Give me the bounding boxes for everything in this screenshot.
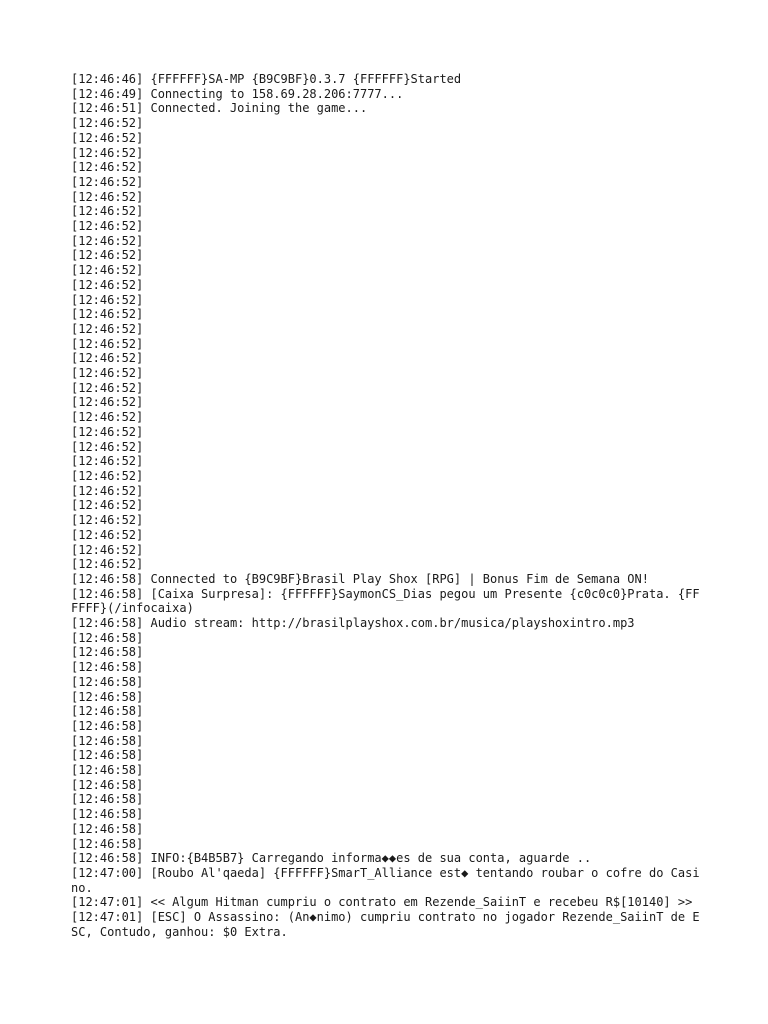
log-line: [12:46:52] (71, 189, 144, 204)
log-line: [12:46:52] (71, 174, 144, 189)
log-line: [12:46:52] (71, 204, 144, 219)
log-line: [12:46:52] (71, 248, 144, 263)
log-line: [12:46:52] (71, 424, 144, 439)
log-line: [12:46:52] (71, 366, 144, 381)
log-line: [12:46:52] (71, 380, 144, 395)
log-line: [12:46:58] (71, 718, 144, 733)
log-line: [12:46:52] (71, 219, 144, 234)
log-line: [12:46:58] (71, 821, 144, 836)
log-line: [12:46:52] (71, 263, 144, 278)
log-line: [12:46:58] (71, 645, 144, 660)
log-line: [12:46:52] (71, 454, 144, 469)
log-line: [12:46:52] (71, 410, 144, 425)
log-line: [12:46:52] (71, 116, 144, 131)
log-line: [12:46:52] (71, 130, 144, 145)
log-line: [12:46:58] (71, 689, 144, 704)
log-line: [12:46:52] (71, 336, 144, 351)
log-line: [12:46:51] Connected. Joining the game... (71, 101, 368, 116)
log-line: [12:46:58] (71, 733, 144, 748)
log-line: [12:46:58] (71, 674, 144, 689)
log-line: [12:46:52] (71, 498, 144, 513)
log-line: [12:46:52] (71, 160, 144, 175)
log-line: [12:46:52] (71, 439, 144, 454)
log-line: [12:46:52] (71, 395, 144, 410)
log-line: [12:46:58] Audio stream: http://brasilplayshox.com.br/musica/playshoxintro.mp3 (71, 616, 635, 631)
log-line: [12:46:58] Connected to {B9C9BF}Brasil Play Shox [RPG] | Bonus Fim de Semana ON! (71, 571, 649, 586)
log-line: [12:46:58] (71, 748, 144, 763)
chat-log (71, 72, 701, 939)
log-line: [12:46:52] (71, 277, 144, 292)
log-line: [12:46:52] (71, 233, 144, 248)
log-line: [12:47:01] [ESC] O Assassino: (An◆nimo) cumpriu contrato no jogador Rezende_SaiinT de ESC, Contudo, ganhou: $0 Extra. (71, 910, 700, 939)
log-line: [12:46:58] (71, 630, 144, 645)
log-line: [12:47:01] << Algum Hitman cumpriu o contrato em Rezende_SaiinT e recebeu R$[10140] >> (71, 895, 693, 910)
log-line: [12:46:49] Connecting to 158.69.28.206:7777... (71, 86, 404, 101)
log-line: [12:46:52] (71, 145, 144, 160)
log-line: [12:46:52] (71, 513, 144, 528)
log-line: [12:46:52] (71, 527, 144, 542)
log-line: [12:46:58] (71, 807, 144, 822)
log-line: [12:46:52] (71, 351, 144, 366)
log-line: [12:46:52] (71, 307, 144, 322)
log-line: [12:46:58] [Caixa Surpresa]: {FFFFFF}SaymonCS_Dias pegou um Presente {c0c0c0}Prata. {FFFFFF}(/infocaixa) (71, 586, 700, 616)
log-line: [12:46:58] (71, 763, 144, 778)
log-line: [12:46:58] INFO:{B4B5B7} Carregando informa◆◆es de sua conta, aguarde .. (71, 851, 592, 866)
log-line: [12:46:58] (71, 792, 144, 807)
log-line: [12:46:52] (71, 292, 144, 307)
log-line: [12:46:46] {FFFFFF}SA-MP {B9C9BF}0.3.7 {FFFFFF}Started (71, 72, 462, 86)
log-line: [12:46:58] (71, 777, 144, 792)
log-line: [12:47:00] [Roubo Al'qaeda] {FFFFFF}SmarT_Alliance est◆ tentando roubar o cofre do Casino. (71, 865, 700, 895)
log-line: [12:46:52] (71, 483, 144, 498)
log-line: [12:46:52] (71, 557, 144, 572)
log-line: [12:46:52] (71, 468, 144, 483)
log-line: [12:46:58] (71, 836, 144, 851)
log-line: [12:46:58] (71, 660, 144, 675)
log-line: [12:46:58] (71, 704, 144, 719)
log-line: [12:46:52] (71, 542, 144, 557)
log-line: [12:46:52] (71, 321, 144, 336)
